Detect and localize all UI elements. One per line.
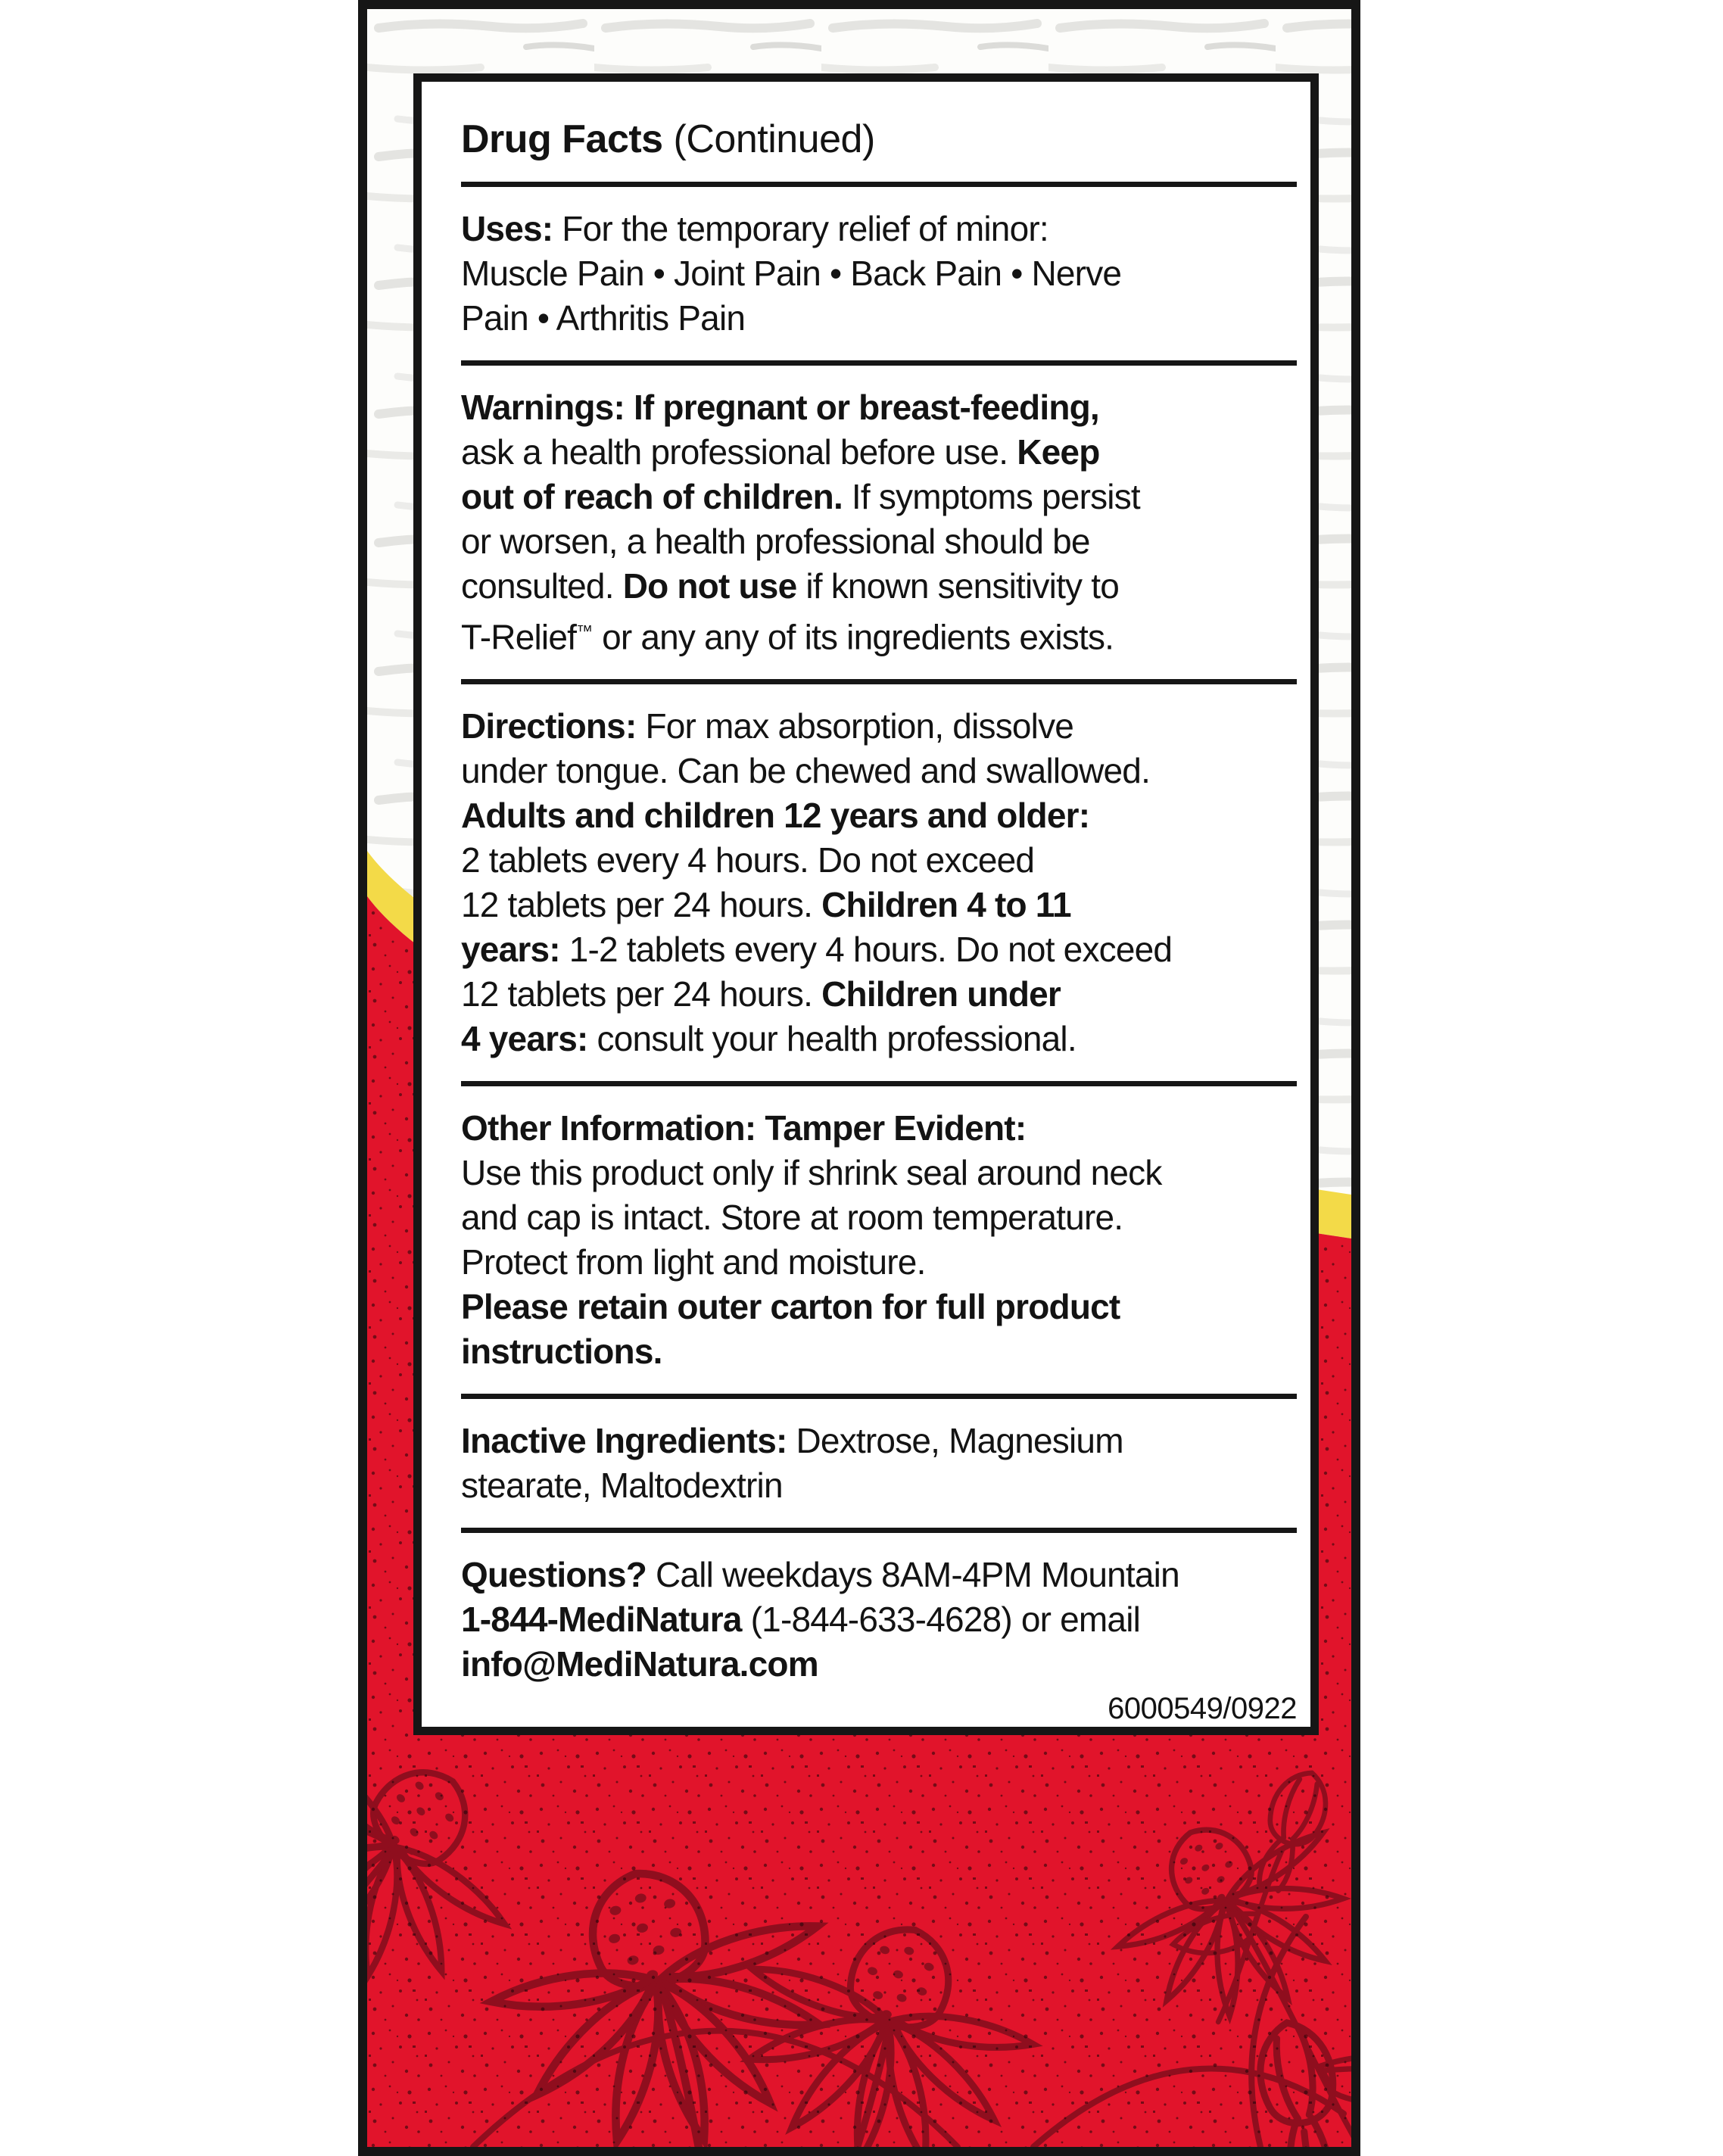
text-line: instructions. — [461, 1332, 662, 1372]
label-panel — [358, 0, 1360, 2156]
text-line: Pain • Arthritis Pain — [461, 298, 746, 338]
section-divider — [461, 182, 1297, 187]
text-line: Adults and children 12 years and older: — [461, 796, 1090, 836]
text-line: info@MediNatura.com — [461, 1644, 818, 1684]
section-warnings — [461, 385, 1297, 659]
drug-facts-box — [413, 73, 1319, 1735]
text-line: Warnings: If pregnant or breast-feeding, — [461, 388, 1099, 427]
text-line: out of reach of children. If symptoms persist — [461, 477, 1140, 516]
text-line: under tongue. Can be chewed and swallowed. — [461, 751, 1151, 791]
text-line: consulted. Do not use if known sensitivity to — [461, 566, 1119, 606]
text-line: 2 tablets every 4 hours. Do not exceed — [461, 840, 1035, 880]
text-line: Other Information: Tamper Evident: — [461, 1108, 1027, 1148]
section-questions — [461, 1553, 1297, 1687]
text-line: Muscle Pain • Joint Pain • Back Pain • Nerve — [461, 254, 1122, 293]
text-line: Protect from light and moisture. — [461, 1242, 926, 1282]
section-divider — [461, 1528, 1297, 1533]
text-line: Questions? Call weekdays 8AM-4PM Mountain — [461, 1555, 1179, 1595]
text-line: and cap is intact. Store at room temperature. — [461, 1198, 1123, 1238]
section-directions — [461, 704, 1297, 1061]
product-code: 6000549/0922 — [1108, 1692, 1297, 1726]
section-divider — [461, 1081, 1297, 1086]
section-uses — [461, 207, 1297, 341]
text-line: or worsen, a health professional should be — [461, 522, 1090, 561]
text-line: Use this product only if shrink seal around neck — [461, 1153, 1162, 1193]
title-continued: (Continued) — [662, 117, 875, 161]
section-divider — [461, 360, 1297, 366]
title-bold: Drug Facts — [461, 117, 663, 161]
text-line: Inactive Ingredients: Dextrose, Magnesium — [461, 1421, 1123, 1461]
text-line: 4 years: consult your health professional. — [461, 1019, 1076, 1059]
text-line: T-Relief™ or any any of its ingredients exists. — [461, 617, 1114, 657]
text-line: 1-844-MediNatura (1-844-633-4628) or email — [461, 1600, 1141, 1640]
text-line: 12 tablets per 24 hours. Children 4 to 11 — [461, 885, 1071, 925]
section-inactive-ingredients — [461, 1419, 1297, 1508]
text-line: 12 tablets per 24 hours. Children under — [461, 974, 1061, 1014]
drug-facts-title — [461, 117, 1297, 162]
text-line: Uses: For the temporary relief of minor: — [461, 209, 1048, 248]
section-other-information — [461, 1106, 1297, 1374]
text-line: stearate, Maltodextrin — [461, 1466, 783, 1506]
section-divider — [461, 1394, 1297, 1399]
section-divider — [461, 679, 1297, 684]
text-line: ask a health professional before use. Keep — [461, 432, 1100, 472]
text-line: years: 1-2 tablets every 4 hours. Do not exceed — [461, 930, 1173, 970]
text-line: Please retain outer carton for full product — [461, 1287, 1120, 1327]
text-line: Directions: For max absorption, dissolve — [461, 706, 1074, 746]
